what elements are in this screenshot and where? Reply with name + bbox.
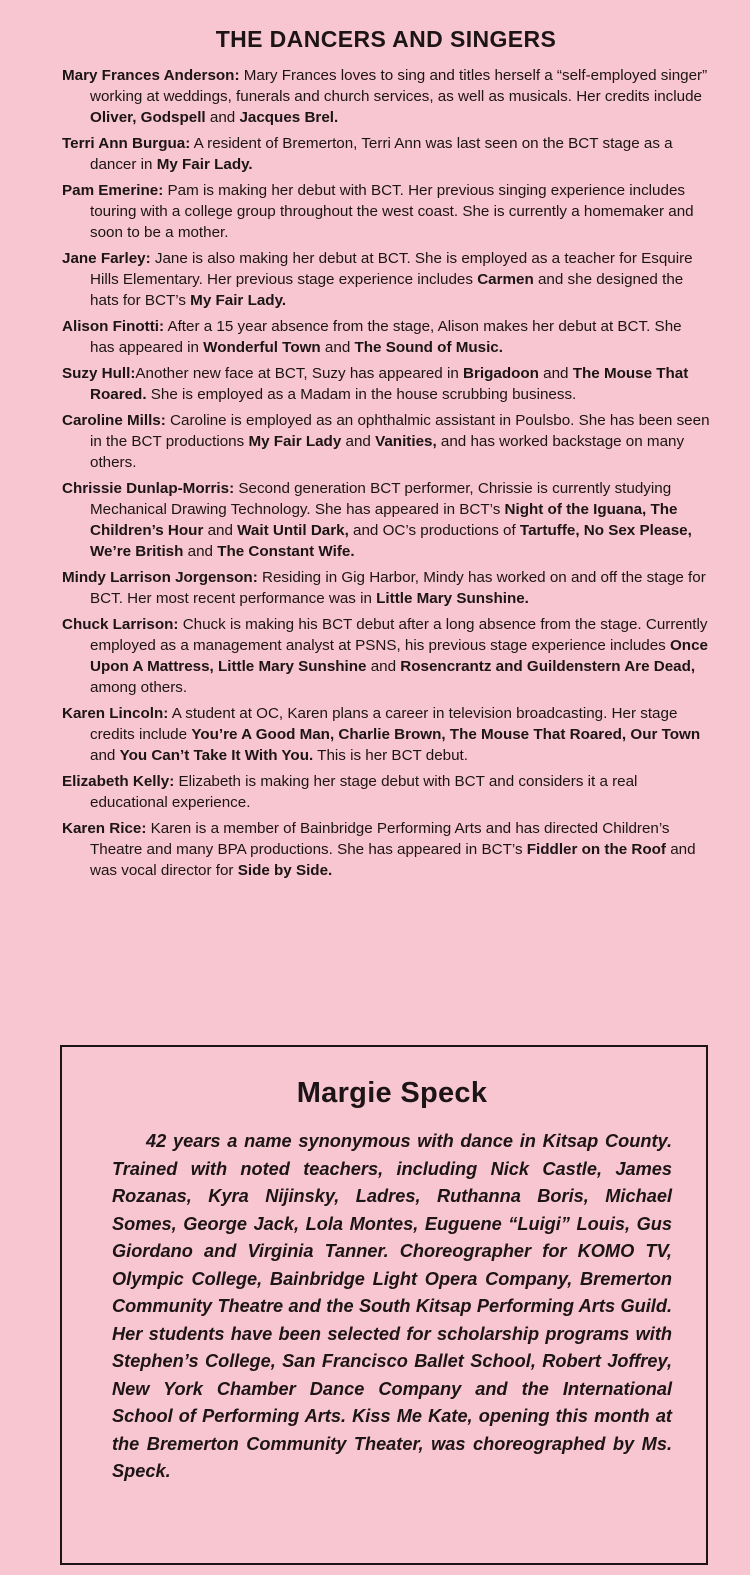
bio-credit-title: Little Mary Sunshine. [376, 590, 529, 607]
bio-text: and [203, 522, 238, 539]
feature-title: Margie Speck [296, 1077, 488, 1109]
bio-entry [62, 363, 710, 405]
feature-text: 42 years a name synonymous with dance in Kitsap County. Trained with noted teachers, including Nick Castle, James Rozanas, Kyra Nijinsky, Ladres, Ruthanna Boris, Michael Somes, George Jack, Lola Montes, Euguene “Luigi” Louis, Gus Giordano and Virginia Tanner. Choreographer for KOMO TV, Olympic College, Bainbridge Light Opera Company, Bremerton Community Theatre and the South Kitsap Performing Arts Guild. Her students have been selected for scholarship programs with Stephen’s College, San Francisco Ballet School, Robert Joffrey, New York Chamber Dance Company and the International School of Performing Arts. Kiss Me Kate, opening this month at the Bremerton Community Theater, was choreographed by Ms. Speck. [112, 1131, 672, 1481]
bio-text: Another new face at BCT, Suzy has appeared in [135, 365, 463, 382]
bio-credit-title: Tartuffe, No Sex Please, We’re British [90, 522, 692, 560]
bio-text: and OC’s productions of [348, 522, 520, 539]
bio-credit-title: Night of the Iguana, The Children’s Hour [90, 501, 678, 539]
bio-text: Residing in Gig Harbor, Mindy has worked on and off the stage for BCT. Her most recent performance was in [90, 569, 706, 607]
bio-credit-title: You’re A Good Man, Charlie Brown, The Mouse That Roared, Our Town [191, 726, 701, 743]
bio-entry [62, 567, 710, 609]
bio-text: and [183, 543, 218, 560]
bio-credit-title: Rosencrantz and Guildenstern Are Dead, [400, 658, 696, 675]
bio-name: Karen Rice: [62, 820, 147, 837]
bio-name: Mary Frances Anderson: [62, 67, 240, 84]
bio-name: Caroline Mills: [62, 412, 166, 429]
bio-credit-title: Godspell [140, 109, 206, 126]
bio-name: Elizabeth Kelly: [62, 773, 175, 790]
bio-text: Pam is making her debut with BCT. Her previous singing experience includes touring with a college group throughout the west coast. She is currently a homemaker and soon to be a mother. [90, 182, 694, 241]
bio-text: Chuck is making his BCT debut after a long absence from the stage. Currently employed as a management analyst at PSNS, his previous stage experience includes [90, 616, 708, 654]
bio-credit-title: Wonderful Town [203, 339, 321, 356]
bio-credit-title: The Mouse That Roared. [90, 365, 689, 403]
bio-entry [62, 818, 710, 881]
bio-credit-title: Once Upon A Mattress, Little Mary Sunshine [90, 637, 708, 675]
bio-text: and [341, 433, 376, 450]
bio-entry [62, 771, 710, 813]
bio-credit-title: Wait Until Dark, [237, 522, 349, 539]
bio-text: Karen is a member of Bainbridge Performing Arts and has directed Children’s Theatre and many BPA productions. She has appeared in BCT’s [90, 820, 670, 858]
bio-entry [62, 65, 710, 128]
bio-list [62, 65, 710, 881]
bio-text: and [205, 109, 240, 126]
bio-text: and she designed the hats for BCT’s [90, 271, 684, 309]
bio-credit-title: My Fair Lady. [156, 156, 253, 173]
bio-text: A resident of Bremerton, Terri Ann was last seen on the BCT stage as a dancer in [90, 135, 673, 173]
bio-credit-title: Oliver, [90, 109, 137, 126]
bio-entry [62, 180, 710, 243]
bio-text: and [320, 339, 355, 356]
bio-credit-title: Brigadoon [463, 365, 539, 382]
bio-entry [62, 614, 710, 698]
bio-name: Suzy Hull: [62, 365, 136, 382]
bio-credit-title: My Fair Lady [248, 433, 342, 450]
bio-name: Terri Ann Burgua: [62, 135, 191, 152]
bio-text: A student at OC, Karen plans a career in television broadcasting. Her stage credits include [90, 705, 678, 743]
bio-credit-title: Side by Side. [237, 862, 333, 879]
bio-entry [62, 478, 710, 562]
bio-text: Elizabeth is making her stage debut with BCT and considers it a real educational experience. [90, 773, 638, 811]
bio-text: and [90, 747, 120, 764]
bio-entry [62, 316, 710, 358]
bio-text: She is employed as a Madam in the house scrubbing business. [146, 386, 577, 403]
bio-text: and [538, 365, 573, 382]
bio-name: Chrissie Dunlap-Morris: [62, 480, 235, 497]
bio-name: Jane Farley: [62, 250, 151, 267]
bio-credit-title: Vanities, [375, 433, 437, 450]
bio-entry [62, 410, 710, 473]
page-title: THE DANCERS AND SINGERS [215, 26, 557, 52]
bio-name: Mindy Larrison Jorgenson: [62, 569, 258, 586]
bio-text: and was vocal director for [90, 841, 696, 879]
bio-name: Karen Lincoln: [62, 705, 169, 722]
bio-entry [62, 133, 710, 175]
bio-text: and has worked backstage on many others. [90, 433, 685, 471]
bio-name: Alison Finotti: [62, 318, 165, 335]
bio-text: Caroline is employed as an ophthalmic assistant in Poulsbo. She has been seen in the BCT productions [90, 412, 710, 450]
bio-credit-title: Jacques Brel. [239, 109, 339, 126]
bio-text: among others. [90, 679, 188, 696]
bio-entry [62, 703, 710, 766]
bio-credit-title: My Fair Lady. [190, 292, 287, 309]
bio-credit-title: The Sound of Music. [354, 339, 503, 356]
bio-text: This is her BCT debut. [313, 747, 468, 764]
bio-credit-title: Fiddler on the Roof [526, 841, 666, 858]
bio-name: Chuck Larrison: [62, 616, 179, 633]
bio-text: Second generation BCT performer, Chrissie is currently studying Mechanical Drawing Technology. She has appeared in BCT’s [90, 480, 672, 518]
bio-credit-title: Carmen [477, 271, 534, 288]
bio-credit-title: You Can’t Take It With You. [119, 747, 314, 764]
bio-text: Mary Frances loves to sing and titles herself a “self-employed singer” working at weddings, funerals and church services, as well as musicals. Her credits include [90, 67, 708, 105]
bio-text: Jane is also making her debut at BCT. She is employed as a teacher for Esquire Hills Elementary. Her previous stage experience includes [90, 250, 693, 288]
bio-entry [62, 248, 710, 311]
bio-text: After a 15 year absence from the stage, Alison makes her debut at BCT. She has appeared in [90, 318, 682, 356]
bio-text: and [366, 658, 401, 675]
bio-name: Pam Emerine: [62, 182, 164, 199]
feature-box [60, 1045, 708, 1565]
bio-credit-title: The Constant Wife. [217, 543, 355, 560]
